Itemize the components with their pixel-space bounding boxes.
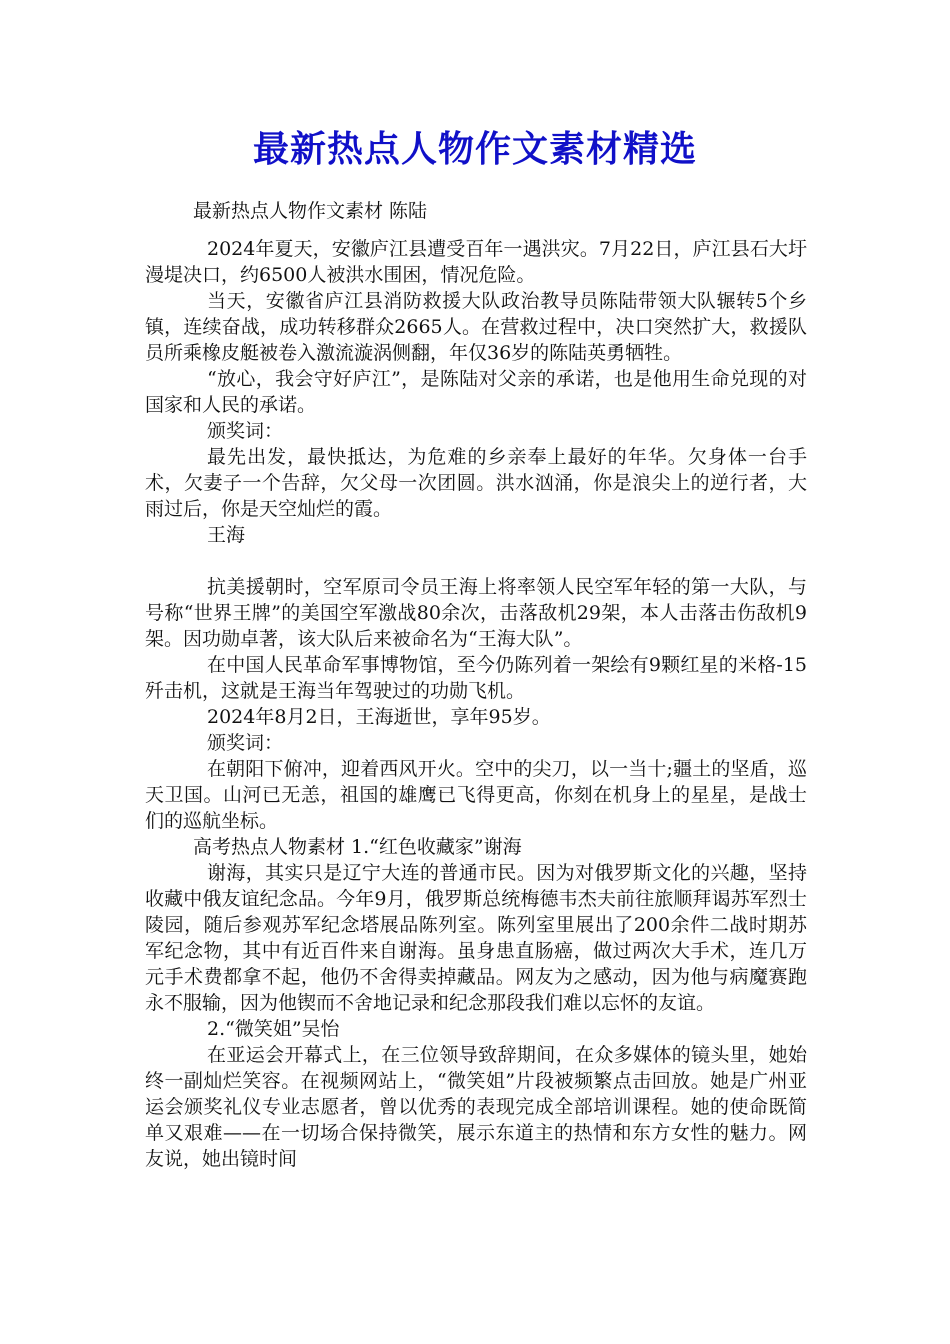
person-name: 王海 [207, 524, 246, 546]
section-heading: 2.“微笑姐”吴怡 [207, 1018, 340, 1040]
paragraph-label: 颁奖词： [207, 732, 284, 754]
paragraph: 2024年夏天，安徽庐江县遭受百年一遇洪灾。7月22日，庐江县石大圩漫堤决口，约6500人被洪水围困，情况危险。 [145, 238, 807, 286]
paragraph: 在朝阳下俯冲，迎着西风开火。空中的尖刀，以一当十;疆土的坚盾，巡天卫国。山河已无恙，祖国的雄鹰已飞得更高，你刻在机身上的星星，是战士们的巡航坐标。 [145, 758, 807, 832]
document-title: 最新热点人物作文素材精选 [252, 129, 697, 170]
paragraph: “放心，我会守好庐江”，是陈陆对父亲的承诺，也是他用生命兑现的对国家和人民的承诺。 [145, 368, 807, 416]
document-body [145, 198, 807, 1172]
subtitle: 最新热点人物作文素材 陈陆 [193, 200, 428, 222]
paragraph: 谢海，其实只是辽宁大连的普通市民。因为对俄罗斯文化的兴趣，坚持收藏中俄友谊纪念品。今年9月，俄罗斯总统梅德韦杰夫前往旅顺拜谒苏军烈士陵园，随后参观苏军纪念塔展品陈列室。陈列室里展出了200余件二战时期苏军纪念物，其中有近百件来自谢海。虽身患直肠癌，做过两次大手术，连几万元手术费都拿不起，他仍不舍得卖掉藏品。网友为之感动，因为他与病魔赛跑永不服输，因为他锲而不舍地记录和纪念那段我们难以忘怀的友谊。 [145, 862, 807, 1014]
paragraph: 在亚运会开幕式上，在三位领导致辞期间，在众多媒体的镜头里，她始终一副灿烂笑容。在视频网站上，“微笑姐”片段被频繁点击回放。她是广州亚运会颁奖礼仪专业志愿者，曾以优秀的表现完成全部培训课程。她的使命既简单又艰难——在一切场合保持微笑，展示东道主的热情和东方女性的魅力。网友说，她出镜时间 [145, 1044, 807, 1170]
paragraph: 最先出发，最快抵达，为危难的乡亲奉上最好的年华。欠身体一台手术，欠妻子一个告辞，欠父母一次团圆。洪水汹涌，你是浪尖上的逆行者，大雨过后，你是天空灿烂的霞。 [145, 446, 807, 520]
paragraph: 2024年8月2日，王海逝世，享年95岁。 [207, 706, 551, 728]
section-heading: 高考热点人物素材 1.“红色收藏家”谢海 [193, 836, 522, 858]
paragraph: 当天，安徽省庐江县消防救援大队政治教导员陈陆带领大队辗转5个乡镇，连续奋战，成功转移群众2665人。在营救过程中，决口突然扩大，救援队员所乘橡皮艇被卷入激流漩涡侧翻，年仅36岁的陈陆英勇牺牲。 [145, 290, 807, 364]
paragraph: 抗美援朝时，空军原司令员王海上将率领人民空军年轻的第一大队，与号称“世界王牌”的美国空军激战80余次，击落敌机29架，本人击落击伤敌机9架。因功勋卓著，该大队后来被命名为“王海大队”。 [145, 576, 807, 650]
paragraph: 在中国人民革命军事博物馆，至今仍陈列着一架绘有9颗红星的米格-15歼击机，这就是王海当年驾驶过的功勋飞机。 [145, 654, 807, 702]
paragraph-label: 颁奖词： [207, 420, 284, 442]
